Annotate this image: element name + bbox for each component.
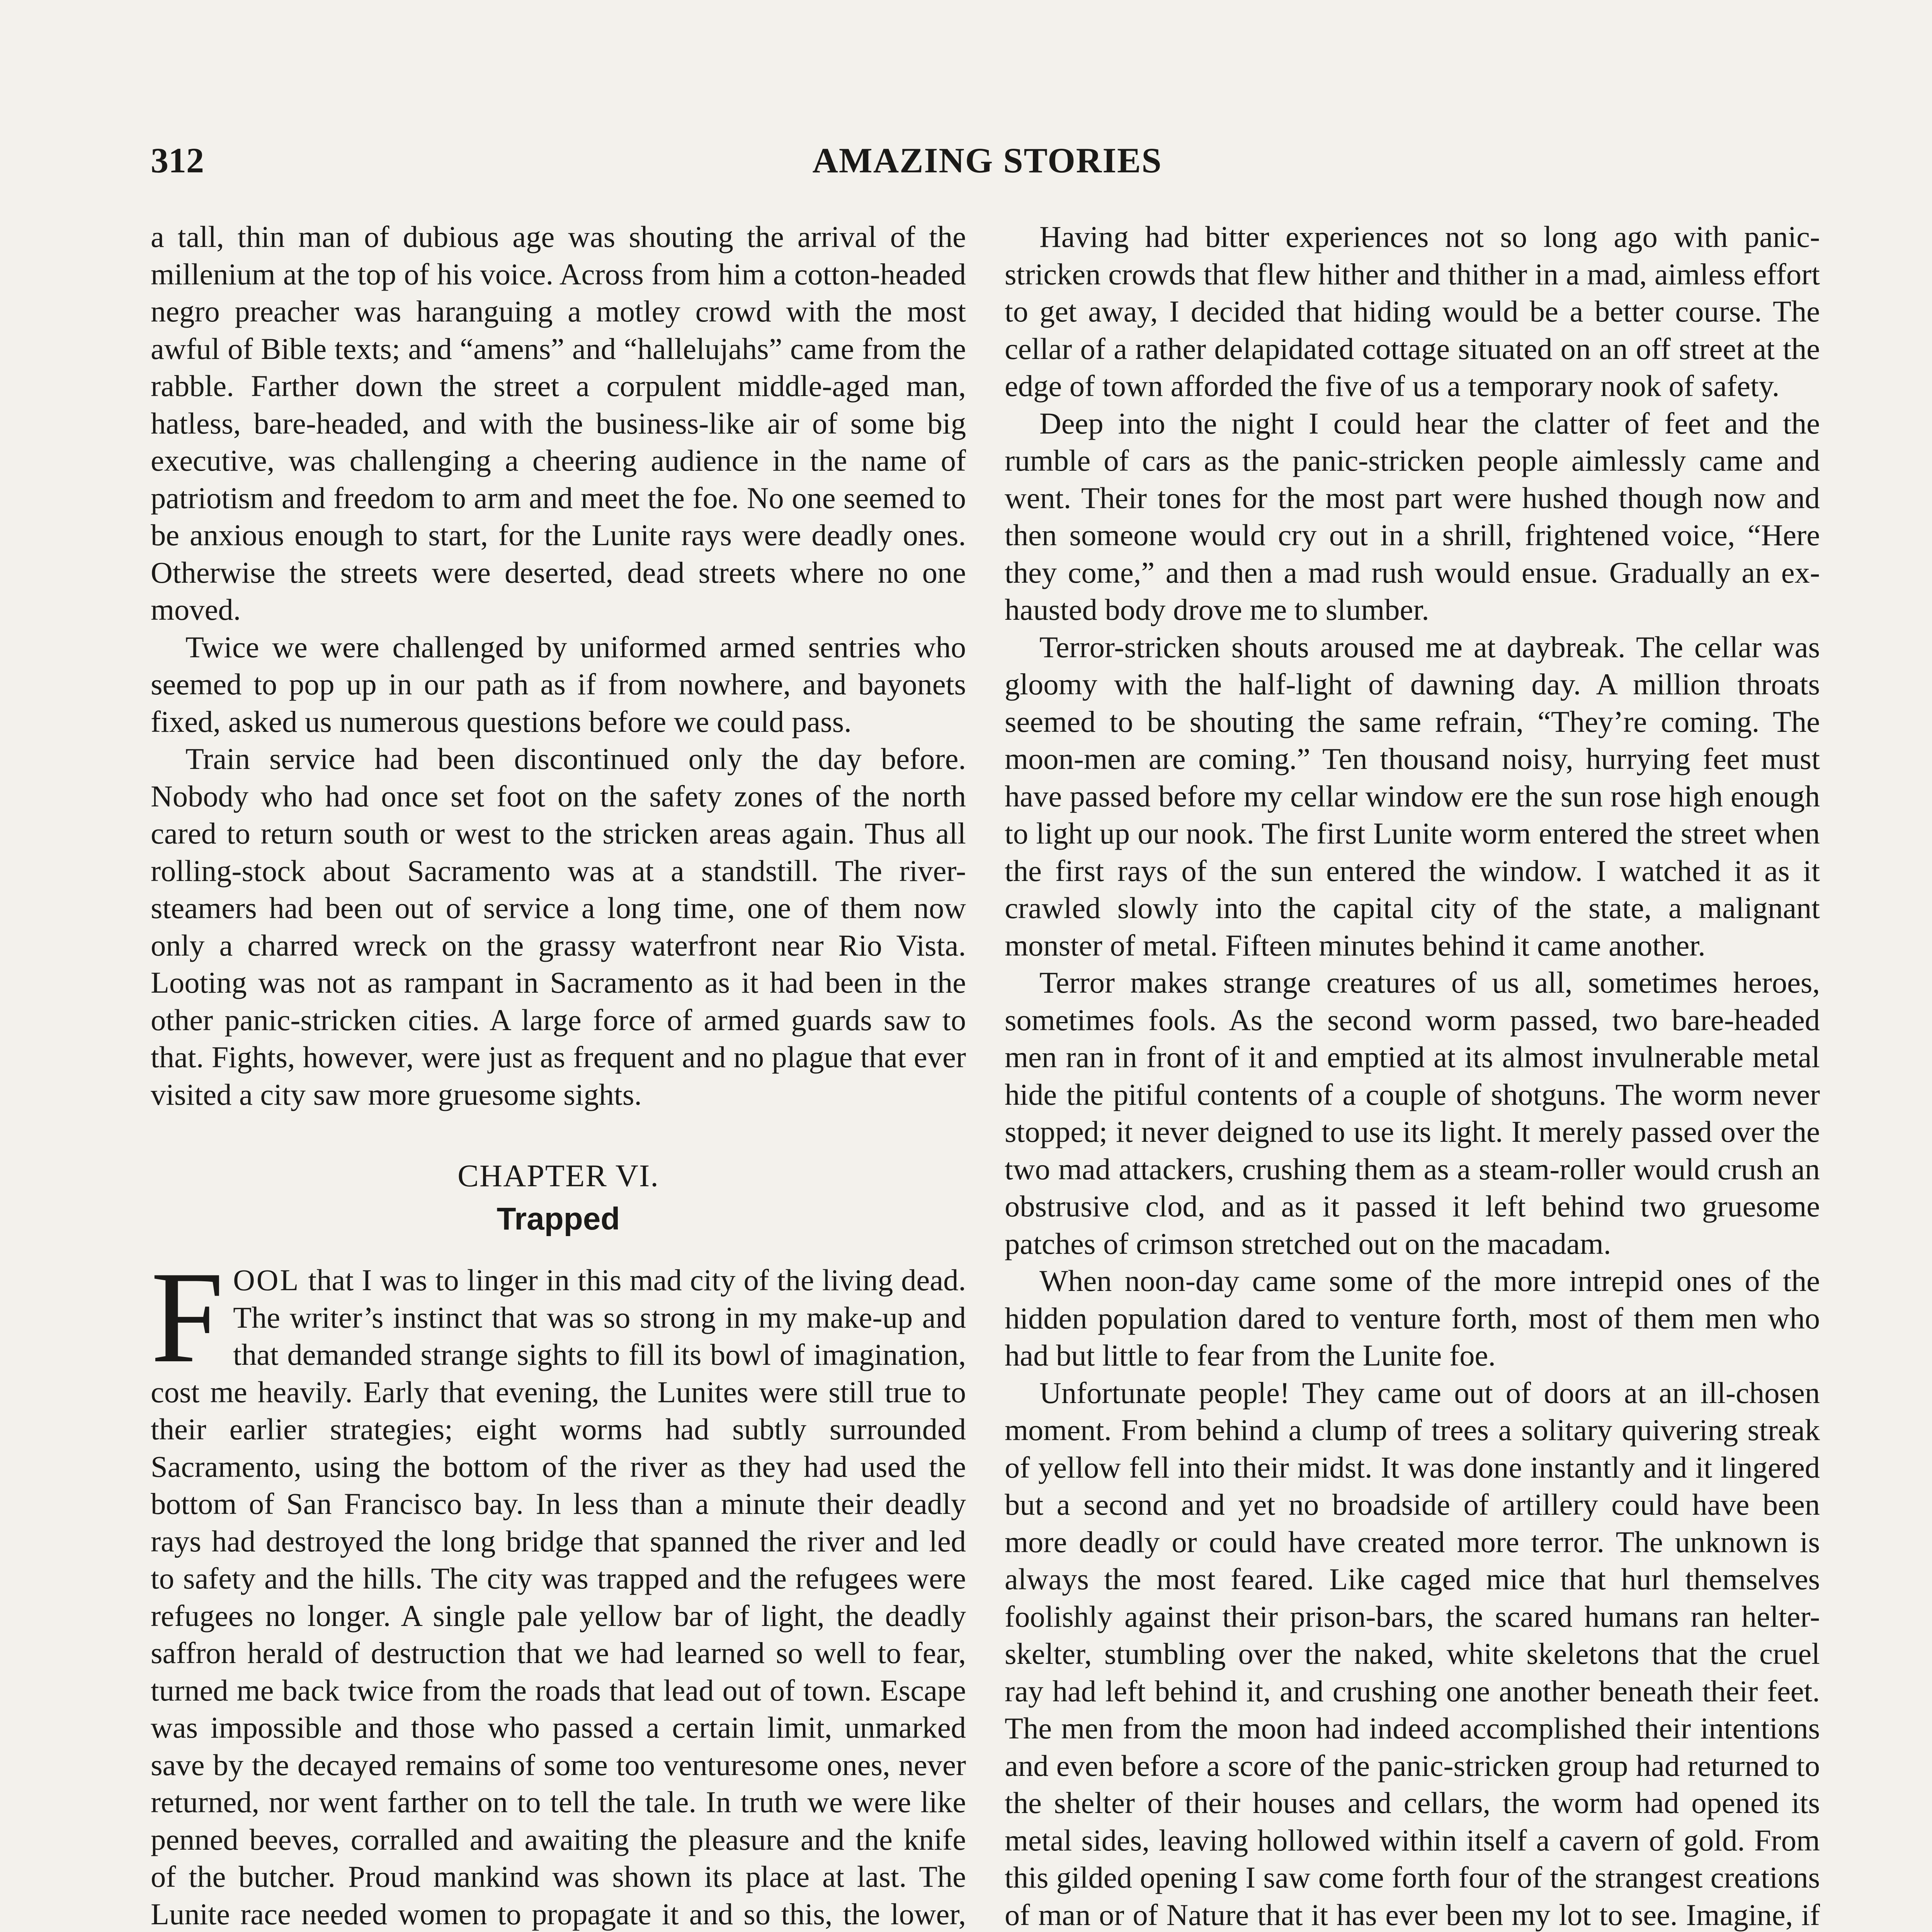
- page-number: 312: [151, 141, 204, 180]
- page-header: [151, 133, 1824, 187]
- drop-cap-small-caps: OOL: [233, 1263, 300, 1297]
- body-paragraph: When noon-day came some of the more intrepid ones of the hidden population dared to venture forth, most of them men who had but little to fear from the Lunite foe.: [1005, 1264, 1820, 1372]
- body-paragraph: Terror-stricken shouts aroused me at daybreak. The cellar was gloomy with the half-light of dawning day. A million throats seemed to be shouting the same refrain, “They’re coming. The moon-men are coming.” Ten thousand noisy, hurrying feet must have passed before my cellar window ere the sun rose high enough to light up our nook. The first Lunite worm entered the street when the first rays of the sun entered the window. I watched it as it crawled slowly into the capital city of the state, a malignant monster of metal. Fifteen minutes behind it came another.: [1005, 630, 1820, 962]
- body-paragraph: Deep into the night I could hear the clatter of feet and the rumble of cars as the panic-stricken people aimlessly came and went. Their tones for the most part were hushed though now and then someone would cry out in a shrill, frightened voice, “Here they come,” and then a mad rush would ensue. Gradually an exhausted body drove me to slumber.: [1005, 406, 1820, 626]
- right-column: [1005, 218, 1820, 1932]
- drop-cap-paragraph: [151, 1244, 966, 1932]
- chapter-title: Trapped: [497, 1201, 620, 1236]
- body-paragraph: Twice we were challenged by uniformed armed sentries who seemed to pop up in our path as if from nowhere, and bayonets fixed, asked us numerous questions before we could pass.: [151, 630, 966, 738]
- body-paragraph: Having had bitter experiences not so long ago with panic-stricken crowds that flew hither and thither in a mad, aimless effort to get away, I decided that hiding would be a better course. The cellar of a rather delapidated cottage situated on an off street at the edge of town afforded the five of us a temporary nook of safety.: [1005, 220, 1820, 403]
- body-paragraph: Train service had been discontinued only the day before. Nobody who had once set foot on the safety zones of the north cared to return south or west to the stricken areas again. Thus all rolling-stock about Sacramento was at a standstill. The river-steamers had been out of service a long time, one of them now only a charred wreck on the grassy waterfront near Rio Vista. Looting was not as rampant in Sacramento as it had been in the other panic-stricken cities. A large force of armed guards saw to that. Fights, however, were just as frequent and no plague that ever visited a city saw more gruesome sights.: [151, 742, 966, 1111]
- chapter-heading: CHAPTER VI.: [457, 1158, 659, 1193]
- body-paragraph: Unfortunate people! They came out of doors at an ill-chosen moment. From behind a clump of trees a solitary quivering streak of yellow fell into their midst. It was done instantly and it lingered but a second and yet no broadside of artillery could have been more deadly or could have created more terror. The unknown is always the most feared. Like caged mice that hurl themselves foolishly against their prison-bars, the scared humans ran helter-skelter, stumbling over the naked, white skeletons that the cruel ray had left behind it, and crushing one another beneath their feet. The men from the moon had indeed accomplished their intentions and even before a score of the panic-stricken group had returned to the shelter of their houses and cellars, the worm had opened its metal sides, leaving hollowed within itself a cavern of gold. From this gilded opening I saw come forth four of the strangest creations of man or of Nature that it has ever been my lot to see. Imagine, if: [1005, 1376, 1820, 1932]
- body-paragraph: a tall, thin man of dubious age was shouting the arrival of the millenium at the top of his voice. Across from him a cotton-headed negro preacher was haranguing a motley crowd with the most awful of Bible texts; and “amens” and “hallelujahs” came from the rabble. Farther down the street a corpulent middle-aged man, hatless, bare-headed, and with the business-like air of some big executive, was challenging a cheering audience in the name of patriotism and freedom to arm and meet the foe. No one seemed to be anxious enough to start, for the Lunite rays were deadly ones. Otherwise the streets were deserted, dead streets where no one moved.: [151, 220, 966, 626]
- body-paragraph: Terror makes strange creatures of us all, sometimes heroes, sometimes fools. As the second worm passed, two bare-headed men ran in front of it and emptied at its almost invulnerable metal hide the pitiful contents of a couple of shotguns. The worm never stopped; it never deigned to use its light. It merely passed over the two mad attackers, crushing them as a steam-roller would crush an obstrusive clod, and as it passed it left behind two gruesome patches of crimson stretched out on the macadam.: [1005, 966, 1820, 1260]
- magazine-title: AMAZING STORIES: [812, 141, 1162, 180]
- left-column: [151, 218, 966, 1932]
- drop-cap-letter: F: [151, 1244, 224, 1390]
- drop-cap-paragraph-text: that I was to linger in this mad city of the living dead. The writer’s instinct that was so strong in my make-up and that demanded strange sights to fill its bowl of imagination, cost me heavily. Early that evening, the Lunites were still true to their earlier strategies; eight worms had subtly surrounded Sacramento, using the bottom of the river as they had used the bottom of San Francisco bay. In less than a minute their deadly rays had destroyed the long bridge that spanned the river and led to safety and the hills. The city was trapped and the refugees were refugees no longer. A single pale yellow bar of light, the deadly saffron herald of destruction that we had learned so well to fear, turned me back twice from the roads that lead out of town. Escape was impossible and those who passed a certain limit, unmarked save by the decayed remains of some too venturesome ones, never returned, nor went farther on to tell the tale. In truth we were like penned beeves, corralled and awaiting the pleasure and the knife of the butcher. Proud mankind was shown its place at last. The Lunite race needed women to propagate it and so this, the lower,: [151, 1263, 966, 1931]
